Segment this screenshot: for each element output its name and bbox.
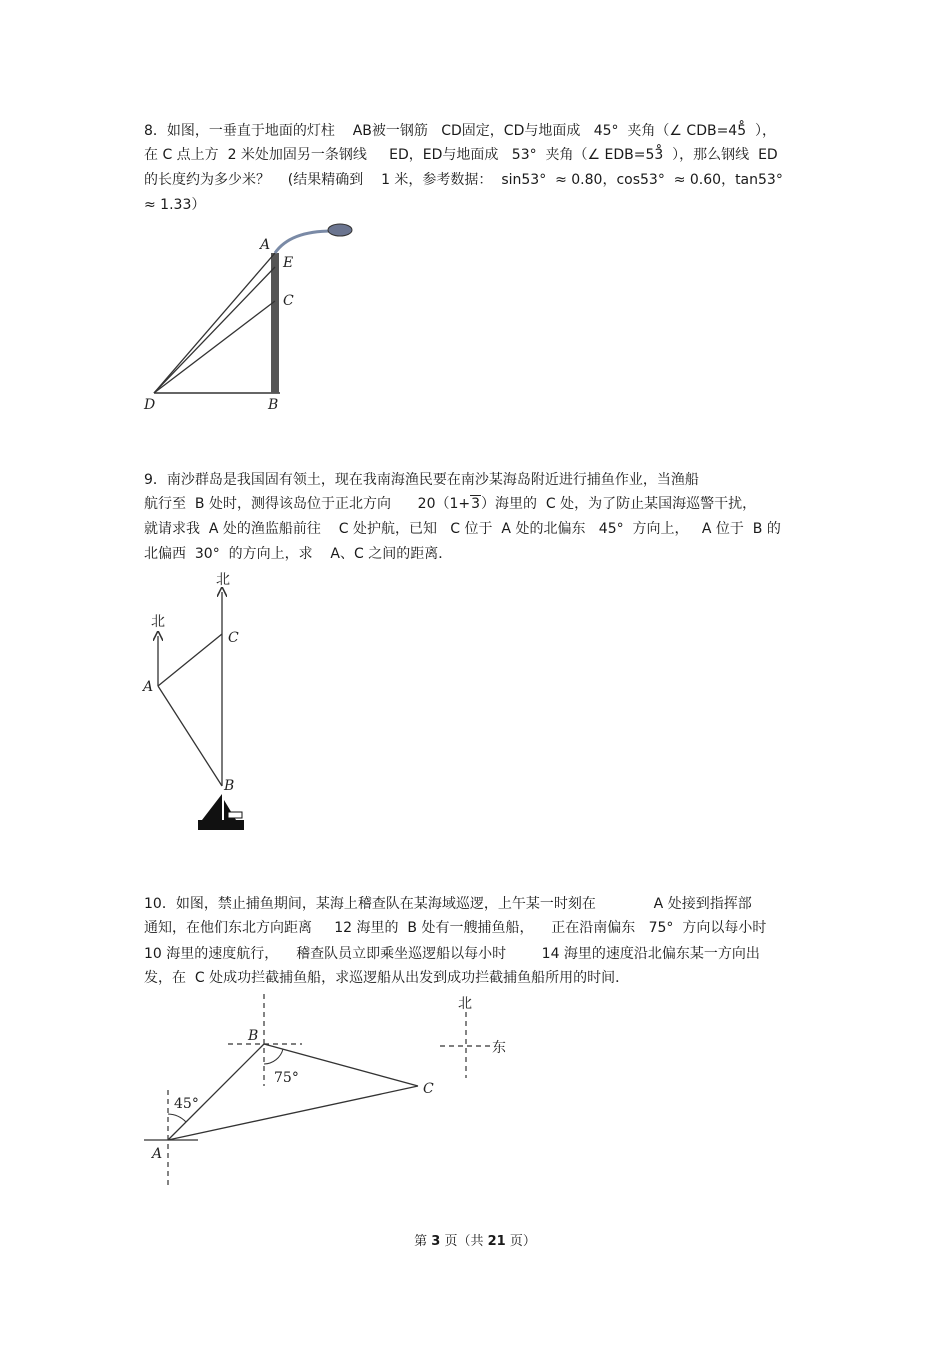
q10-label-a: A — [152, 1146, 163, 1162]
q9-label-north-a: 北 — [151, 614, 165, 630]
footer-prefix: 第 — [414, 1234, 432, 1249]
q8-label-b: B — [268, 397, 279, 413]
q10-label-north: 北 — [458, 996, 472, 1012]
q10-label-c: C — [423, 1081, 434, 1097]
q9-ship-icon — [198, 794, 244, 830]
q9-figure — [140, 568, 260, 838]
q8-line-2: 在 C 点上方 2 米处加固另一条钢线 ED，ED与地面成 53° 夹角（∠ EDB=53̊ ），那么钢线 ED — [144, 147, 778, 163]
q8-line-1: 8．如图，一垂直于地面的灯柱 AB被一钢筋 CD固定，CD与地面成 45° 夹角（∠ CDB=45̊ ）， — [144, 123, 777, 139]
q9-label-c: C — [228, 630, 239, 646]
q8-label-c: C — [283, 293, 294, 309]
q10-label-angle-75: 75° — [274, 1070, 299, 1086]
q10-line-2: 通知，在他们东北方向距离 12 海里的 B 处有一艘捕鱼船， 正在沿南偏东 75° 方向以每小时 — [144, 920, 767, 936]
q10-label-b: B — [248, 1028, 259, 1044]
q8-wire-de — [154, 267, 275, 393]
q8-label-d: D — [144, 397, 156, 413]
q10-angle-arc-45 — [168, 1114, 186, 1122]
q8-figure — [140, 215, 370, 415]
q10-label-east: 东 — [492, 1040, 506, 1056]
q8-pole-ab — [271, 253, 279, 393]
q10-figure — [140, 990, 520, 1190]
q9-label-b: B — [224, 778, 235, 794]
q10-line-4: 发，在 C 处成功拦截捕鱼船，求巡逻船从出发到成功拦截捕鱼船所用的时间． — [144, 970, 630, 986]
q8-label-e: E — [283, 255, 294, 271]
q10-segment-ab — [168, 1044, 264, 1140]
q8-label-a: A — [260, 237, 271, 253]
q8-wire-da — [154, 253, 275, 393]
q8-lamp-arm — [275, 231, 332, 253]
q9-sqrt-3: 3 — [471, 496, 481, 512]
q9-line-2 — [144, 494, 756, 514]
footer-mid: 页（共 — [440, 1234, 488, 1249]
q10-compass-icon — [440, 1012, 490, 1078]
q9-line-2-post: ）海里的 C 处，为了防止某国海巡警干扰， — [481, 496, 757, 512]
q9-label-north-b: 北 — [216, 572, 230, 588]
q9-segment-ab — [158, 686, 222, 786]
q9-line-2-pre: 航行至 B 处时，测得该岛位于正北方向 20（1+ — [144, 496, 471, 512]
footer-total-pages: 21 — [487, 1234, 506, 1249]
q10-line-1: 10．如图，禁止捕鱼期间，某海上稽查队在某海域巡逻，上午某一时刻在 A 处接到指挥部 — [144, 896, 752, 912]
q10-label-angle-45: 45° — [174, 1096, 199, 1112]
q8-lamp-head-icon — [328, 224, 352, 236]
q8-wire-dc — [154, 301, 275, 393]
q10-line-3: 10 海里的速度航行， 稽查队员立即乘坐巡逻船以每小时 14 海里的速度沿北偏东某一方向出 — [144, 946, 760, 962]
footer-suffix: 页） — [505, 1234, 536, 1249]
q9-line-4: 北偏西 30° 的方向上，求 A、C 之间的距离． — [144, 546, 453, 562]
q8-line-3: 的长度约为多少米？ (结果精确到 1 米，参考数据： sin53° ≈ 0.80，cos53° ≈ 0.60，tan53° — [144, 172, 783, 188]
q9-line-3: 就请求我 A 处的渔监船前往 C 处护航，已知 C 位于 A 处的北偏东 45° 方向上， A 位于 B 的 — [144, 521, 781, 537]
q10-segment-ac — [168, 1086, 418, 1140]
q9-segment-ac — [158, 634, 222, 686]
q9-line-1: 9．南沙群岛是我国固有领土，现在我南海渔民要在南沙某海岛附近进行捕鱼作业，当渔船 — [144, 472, 699, 488]
q9-label-a: A — [143, 679, 154, 695]
page-footer — [0, 1230, 950, 1249]
q8-line-4: ≈ 1.33） — [144, 197, 206, 213]
q10-angle-arc-75 — [264, 1049, 283, 1064]
footer-page-number: 3 — [431, 1234, 441, 1249]
